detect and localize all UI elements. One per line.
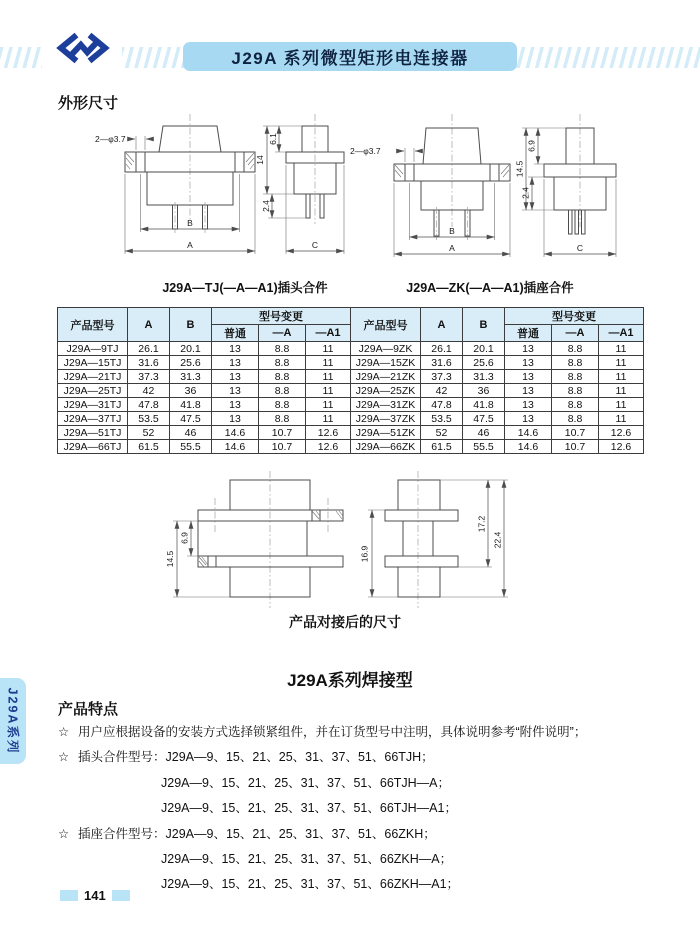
series-side-tab-label: J29A系列 — [5, 687, 20, 755]
dim-label-b: B — [187, 218, 193, 228]
table-cell: J29A—51TJ — [58, 426, 128, 440]
table-row — [351, 440, 644, 454]
table-cell: 31.3 — [463, 370, 505, 384]
table-cell: 55.5 — [463, 440, 505, 454]
page-number: 141 — [84, 888, 106, 903]
table-cell: 8.8 — [552, 356, 599, 370]
series-side-tab — [0, 678, 26, 764]
table-cell: 26.1 — [421, 342, 463, 356]
title-banner — [183, 42, 517, 71]
table-cell: 8.8 — [259, 370, 306, 384]
table-row — [58, 356, 351, 370]
table-cell: 10.7 — [259, 426, 306, 440]
table-cell: 8.8 — [552, 398, 599, 412]
star-icon: ☆ — [58, 826, 70, 841]
table-cell: 36 — [170, 384, 212, 398]
feature-line — [58, 872, 586, 897]
table-cell: 8.8 — [552, 370, 599, 384]
tj-side-view — [255, 114, 344, 254]
column-header-change: 型号变更 — [212, 308, 351, 325]
dim-label-left-total: 14.5 — [165, 550, 175, 568]
table-cell: J29A—15ZK — [351, 356, 421, 370]
column-header-b: B — [463, 308, 505, 342]
table-cell: 11 — [599, 370, 644, 384]
dim-label-b: B — [449, 226, 455, 236]
table-cell: J29A—25TJ — [58, 384, 128, 398]
table-row — [351, 412, 644, 426]
feature-line — [58, 745, 586, 770]
table-cell: J29A—37ZK — [351, 412, 421, 426]
page-number-badge — [60, 888, 130, 903]
column-header-model: 产品型号 — [351, 308, 421, 342]
mated-pair-drawing — [140, 468, 560, 616]
column-header-normal: 普通 — [505, 325, 552, 342]
dim-label-cap-height: 6.1 — [268, 133, 278, 145]
table-cell: 11 — [306, 356, 351, 370]
dim-label-a: A — [187, 240, 193, 250]
table-cell: 10.7 — [552, 426, 599, 440]
table-row — [351, 342, 644, 356]
table-cell: 47.8 — [128, 398, 170, 412]
table-cell: 42 — [128, 384, 170, 398]
table-cell: 8.8 — [259, 384, 306, 398]
table-cell: 11 — [306, 370, 351, 384]
table-cell: 13 — [505, 356, 552, 370]
table-cell: 10.7 — [259, 440, 306, 454]
dimension-tables — [57, 307, 644, 454]
table-cell: 8.8 — [259, 342, 306, 356]
table-cell: 47.5 — [170, 412, 212, 426]
table-cell: 37.3 — [421, 370, 463, 384]
column-header-b: B — [170, 308, 212, 342]
table-row — [58, 384, 351, 398]
table-cell: 13 — [212, 398, 259, 412]
table-cell: 13 — [212, 412, 259, 426]
mated-caption: 产品对接后的尺寸 — [289, 614, 401, 630]
table-cell: 31.3 — [170, 370, 212, 384]
table-row — [58, 412, 351, 426]
feature-text: 用户应根据设备的安装方式选择锁紧组件，并在订货型号中注明，具体说明参考“附件说明”； — [78, 725, 587, 739]
column-header-change: 型号变更 — [505, 308, 644, 325]
dim-label-right-h1: 16.9 — [359, 545, 370, 563]
table-cell: 14.6 — [212, 440, 259, 454]
table-cell: 41.8 — [463, 398, 505, 412]
column-header-a: A — [421, 308, 463, 342]
feature-line — [58, 796, 586, 821]
dim-label-pin-height: 2.4 — [261, 200, 271, 212]
table-cell: 31.6 — [421, 356, 463, 370]
table-cell: 53.5 — [128, 412, 170, 426]
table-cell: 13 — [505, 370, 552, 384]
table-cell: 11 — [599, 412, 644, 426]
table-cell: 41.8 — [170, 398, 212, 412]
table-cell: 8.8 — [259, 412, 306, 426]
table-cell: J29A—15TJ — [58, 356, 128, 370]
table-cell: 8.8 — [259, 398, 306, 412]
dim-label-a: A — [449, 243, 455, 253]
table-cell: J29A—37TJ — [58, 412, 128, 426]
table-row — [58, 426, 351, 440]
column-header-a: A — [128, 308, 170, 342]
feature-line — [58, 847, 586, 872]
feature-line — [58, 720, 586, 745]
table-cell: 11 — [599, 384, 644, 398]
zk-caption: J29A—ZK(—A—A1)插座合件 — [406, 281, 574, 295]
dim-label-cap-height: 6.9 — [526, 140, 537, 152]
table-cell: 55.5 — [170, 440, 212, 454]
dim-label-hole: 2—φ3.7 — [95, 134, 126, 144]
badge-right-square — [112, 890, 130, 901]
feature-text: 插头合件型号：J29A—9、15、21、25、31、37、51、66TJH； — [78, 750, 434, 765]
feature-text: J29A—9、15、21、25、31、37、51、66ZKH—A； — [161, 852, 453, 867]
star-icon: ☆ — [58, 725, 70, 739]
zk-table — [350, 307, 644, 454]
column-header-va1: —A1 — [599, 325, 644, 342]
table-cell: J29A—9TJ — [58, 342, 128, 356]
table-cell: 12.6 — [306, 440, 351, 454]
table-row — [58, 370, 351, 384]
table-cell: 8.8 — [552, 412, 599, 426]
column-header-normal: 普通 — [212, 325, 259, 342]
feature-text: J29A—9、15、21、25、31、37、51、66TJH—A1； — [161, 801, 457, 816]
table-cell: 37.3 — [128, 370, 170, 384]
feature-text: J29A—9、15、21、25、31、37、51、66TJH—A； — [161, 775, 451, 790]
page-title: J29A 系列微型矩形电连接器 — [231, 49, 469, 68]
dim-label-hole: 2—φ3.7 — [350, 146, 381, 156]
star-icon: ☆ — [58, 750, 70, 765]
table-cell: J29A—25ZK — [351, 384, 421, 398]
table-cell: 12.6 — [599, 440, 644, 454]
table-cell: 47.5 — [463, 412, 505, 426]
zk-side-view — [515, 114, 617, 257]
table-row — [351, 384, 644, 398]
table-cell: 8.8 — [259, 356, 306, 370]
table-cell: 13 — [505, 342, 552, 356]
company-logo-icon — [56, 28, 110, 68]
tj-table — [57, 307, 351, 454]
table-cell: 26.1 — [128, 342, 170, 356]
table-cell: 11 — [306, 398, 351, 412]
table-cell: J29A—9ZK — [351, 342, 421, 356]
table-cell: 11 — [599, 398, 644, 412]
table-cell: 8.8 — [552, 384, 599, 398]
dim-label-right-h3: 22.4 — [492, 531, 503, 549]
table-cell: J29A—21TJ — [58, 370, 128, 384]
feature-text: 插座合件型号：J29A—9、15、21、25、31、37、51、66ZKH； — [78, 826, 436, 841]
table-cell: J29A—51ZK — [351, 426, 421, 440]
table-row — [58, 440, 351, 454]
feature-text: J29A—9、15、21、25、31、37、51、66ZKH—A1； — [161, 877, 460, 892]
dim-label-total-height: 14.5 — [514, 160, 525, 178]
badge-left-square — [60, 890, 78, 901]
table-cell: 25.6 — [463, 356, 505, 370]
features-list — [58, 720, 586, 898]
column-header-va: —A — [552, 325, 599, 342]
dim-label-c: C — [311, 240, 319, 250]
tj-front-view — [95, 114, 255, 254]
tj-caption: J29A—TJ(—A—A1)插头合件 — [162, 281, 328, 295]
table-cell: 36 — [463, 384, 505, 398]
dim-label-pin-height: 2.4 — [520, 187, 531, 199]
table-cell: 10.7 — [552, 440, 599, 454]
table-cell: 31.6 — [128, 356, 170, 370]
dim-label-total-height: 14 — [255, 155, 265, 165]
section-title-outline: 外形尺寸 — [58, 95, 119, 112]
table-cell: J29A—31ZK — [351, 398, 421, 412]
mated-front-view — [165, 471, 343, 608]
table-row — [351, 370, 644, 384]
feature-line — [58, 822, 586, 847]
dim-label-left-gap: 6.9 — [179, 532, 190, 544]
zk-front-view — [350, 114, 510, 257]
feature-line — [58, 771, 586, 796]
table-cell: 11 — [306, 384, 351, 398]
table-cell: 20.1 — [170, 342, 212, 356]
table-cell: J29A—66TJ — [58, 440, 128, 454]
table-cell: 14.6 — [505, 426, 552, 440]
table-cell: 13 — [505, 412, 552, 426]
table-cell: 47.8 — [421, 398, 463, 412]
table-cell: 13 — [212, 356, 259, 370]
table-cell: 13 — [212, 384, 259, 398]
table-row — [351, 426, 644, 440]
table-cell: 46 — [463, 426, 505, 440]
column-header-va1: —A1 — [306, 325, 351, 342]
table-cell: 52 — [421, 426, 463, 440]
table-row — [351, 356, 644, 370]
tj-plug-drawing — [95, 112, 365, 270]
table-cell: 11 — [306, 412, 351, 426]
features-heading: 产品特点 — [58, 701, 119, 718]
table-cell: J29A—66ZK — [351, 440, 421, 454]
weld-series-heading: J29A系列焊接型 — [287, 671, 413, 690]
table-cell: 20.1 — [463, 342, 505, 356]
mated-side-view — [360, 471, 509, 608]
dim-label-c: C — [576, 243, 584, 253]
zk-socket-drawing — [348, 112, 638, 270]
table-row — [58, 342, 351, 356]
table-cell: 25.6 — [170, 356, 212, 370]
column-header-va: —A — [259, 325, 306, 342]
table-cell: 42 — [421, 384, 463, 398]
table-cell: J29A—21ZK — [351, 370, 421, 384]
dim-label-right-h2: 17.2 — [476, 515, 487, 533]
table-cell: 52 — [128, 426, 170, 440]
table-row — [58, 398, 351, 412]
table-cell: 13 — [212, 370, 259, 384]
table-cell: 61.5 — [128, 440, 170, 454]
table-cell: 13 — [505, 398, 552, 412]
table-cell: 53.5 — [421, 412, 463, 426]
table-cell: 11 — [306, 342, 351, 356]
table-cell: 13 — [505, 384, 552, 398]
table-cell: 8.8 — [552, 342, 599, 356]
table-cell: 12.6 — [599, 426, 644, 440]
table-cell: 61.5 — [421, 440, 463, 454]
table-cell: 46 — [170, 426, 212, 440]
table-cell: 13 — [212, 342, 259, 356]
table-row — [351, 398, 644, 412]
column-header-model: 产品型号 — [58, 308, 128, 342]
table-cell: 14.6 — [212, 426, 259, 440]
table-cell: 11 — [599, 342, 644, 356]
table-cell: 11 — [599, 356, 644, 370]
table-cell: J29A—31TJ — [58, 398, 128, 412]
table-cell: 14.6 — [505, 440, 552, 454]
table-cell: 12.6 — [306, 426, 351, 440]
